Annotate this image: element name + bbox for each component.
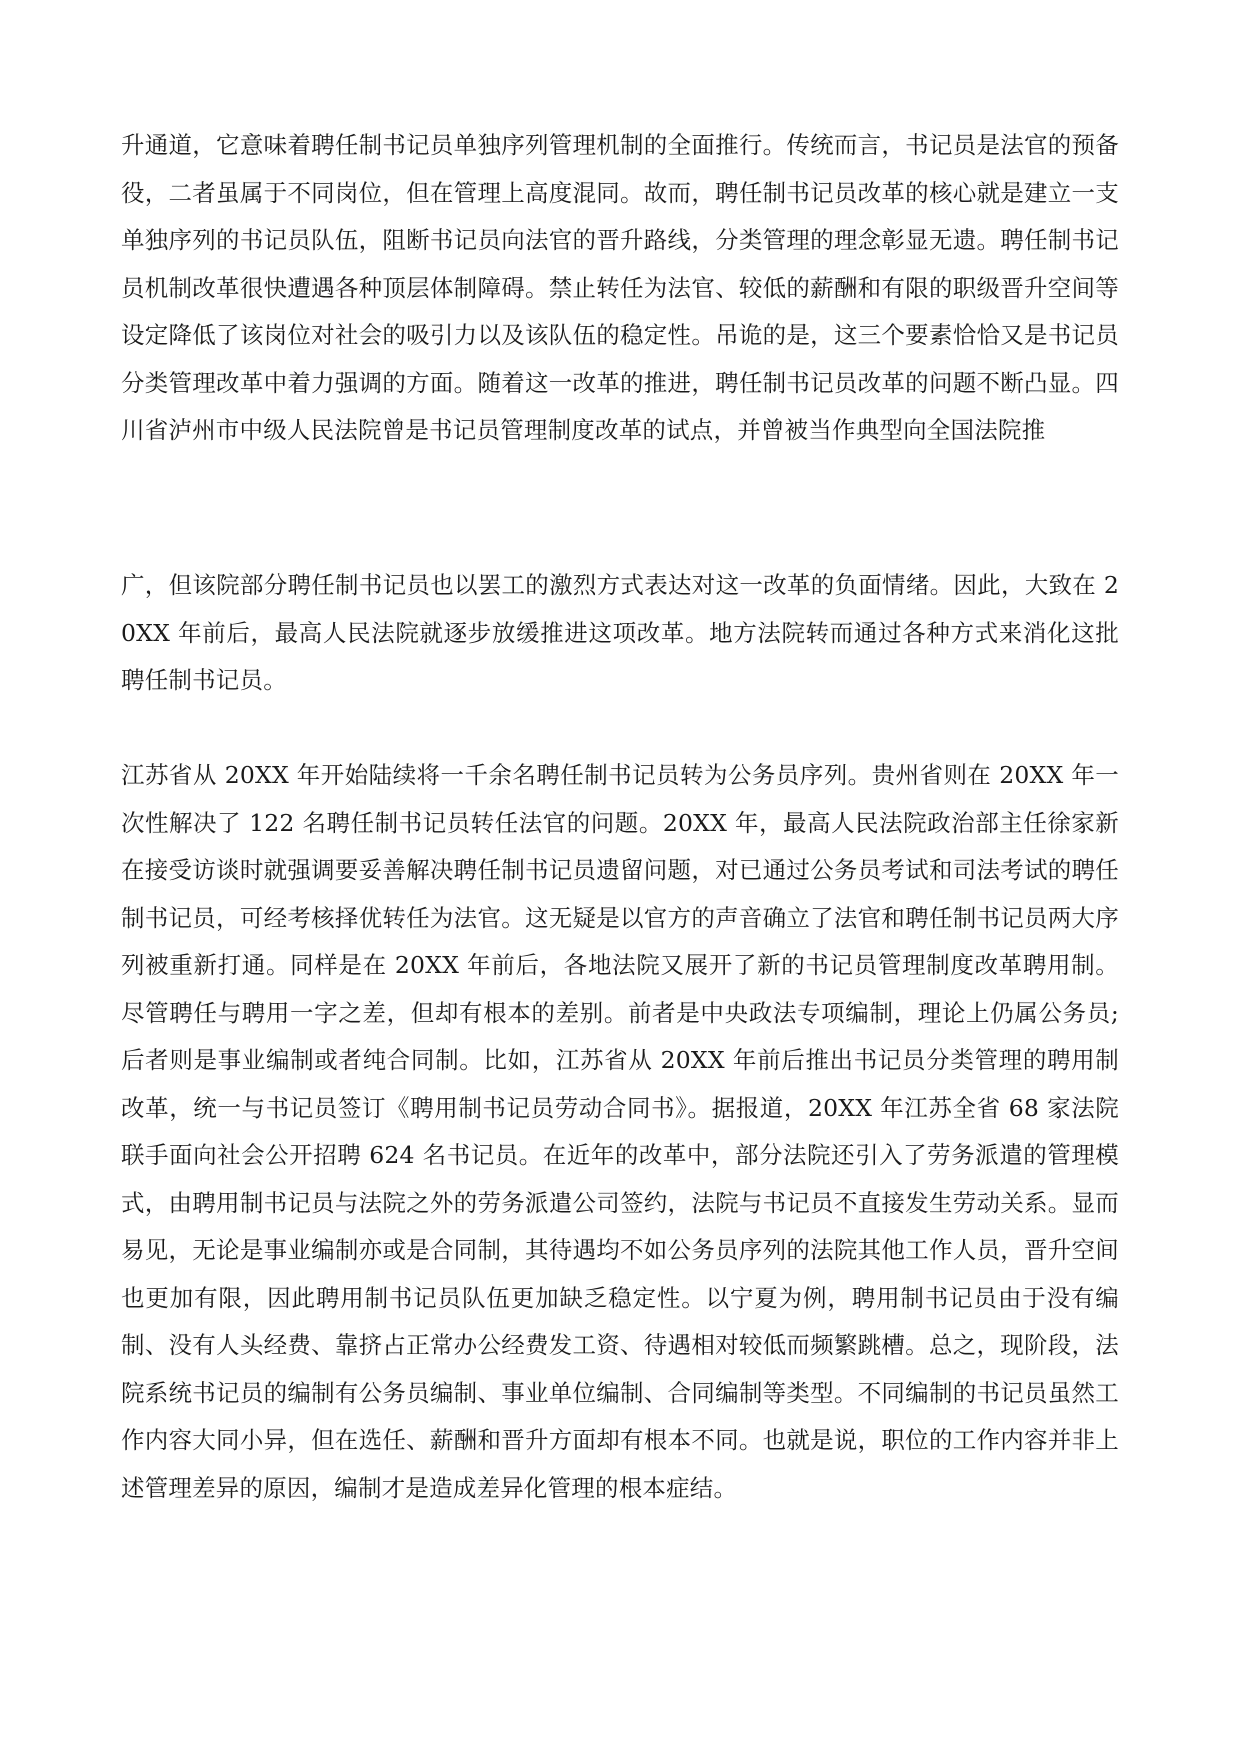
paragraph-1: 升通道，它意味着聘任制书记员单独序列管理机制的全面推行。传统而言，书记员是法官的预备役，二者虽属于不同岗位，但在管理上高度混同。故而，聘任制书记员改革的核心就是建立一支单独序列的书记员队伍，阻断书记员向法官的晋升路线，分类管理的理念彰显无遗。聘任制书记员机制改革很快遭遇各种顶层体制障碍。禁止转任为法官、较低的薪酬和有限的职级晋升空间等设定降低了该岗位对社会的吸引力以及该队伍的稳定性。吊诡的是，这三个要素恰恰又是书记员分类管理改革中着力强调的方面。随着这一改革的推进，聘任制书记员改革的问题不断凸显。四川省泸州市中级人民法院曾是书记员管理制度改革的试点，并曾被当作典型向全国法院推 <box>121 131 1119 444</box>
paragraph-2: 广，但该院部分聘任制书记员也以罢工的激烈方式表达对这一改革的负面情绪。因此，大致在 20XX 年前后，最高人民法院就逐步放缓推进这项改革。地方法院转而通过各种方式来消化这批聘任制书记员。 <box>121 571 1119 694</box>
paragraph-3: 江苏省从 20XX 年开始陆续将一千余名聘任制书记员转为公务员序列。贵州省则在 20XX 年一次性解决了 122 名聘任制书记员转任法官的问题。20XX 年，最高人民法院政治部主任徐家新在接受访谈时就强调要妥善解决聘任制书记员遗留问题，对已通过公务员考试和司法考试的聘任制书记员，可经考核择优转任为法官。这无疑是以官方的声音确立了法官和聘任制书记员两大序列被重新打通。同样是在 20XX 年前后，各地法院又展开了新的书记员管理制度改革聘用制。尽管聘任与聘用一字之差，但却有根本的差别。前者是中央政法专项编制，理论上仍属公务员;后者则是事业编制或者纯合同制。比如，江苏省从 20XX 年前后推出书记员分类管理的聘用制改革，统一与书记员签订《聘用制书记员劳动合同书》。据报道，20XX 年江苏全省 68 家法院联手面向社会公开招聘 624 名书记员。在近年的改革中，部分法院还引入了劳务派遣的管理模式，由聘用制书记员与法院之外的劳务派遣公司签约，法院与书记员不直接发生劳动关系。显而易见，无论是事业编制亦或是合同制，其待遇均不如公务员序列的法院其他工作人员，晋升空间也更加有限，因此聘用制书记员队伍更加缺乏稳定性。以宁夏为例，聘用制书记员由于没有编制、没有人头经费、靠挤占正常办公经费发工资、待遇相对较低而频繁跳槽。总之，现阶段，法院系统书记员的编制有公务员编制、事业单位编制、合同编制等类型。不同编制的书记员虽然工作内容大同小异，但在选任、薪酬和晋升方面却有根本不同。也就是说，职位的工作内容并非上述管理差异的原因，编制才是造成差异化管理的根本症结。 <box>121 761 1119 1502</box>
